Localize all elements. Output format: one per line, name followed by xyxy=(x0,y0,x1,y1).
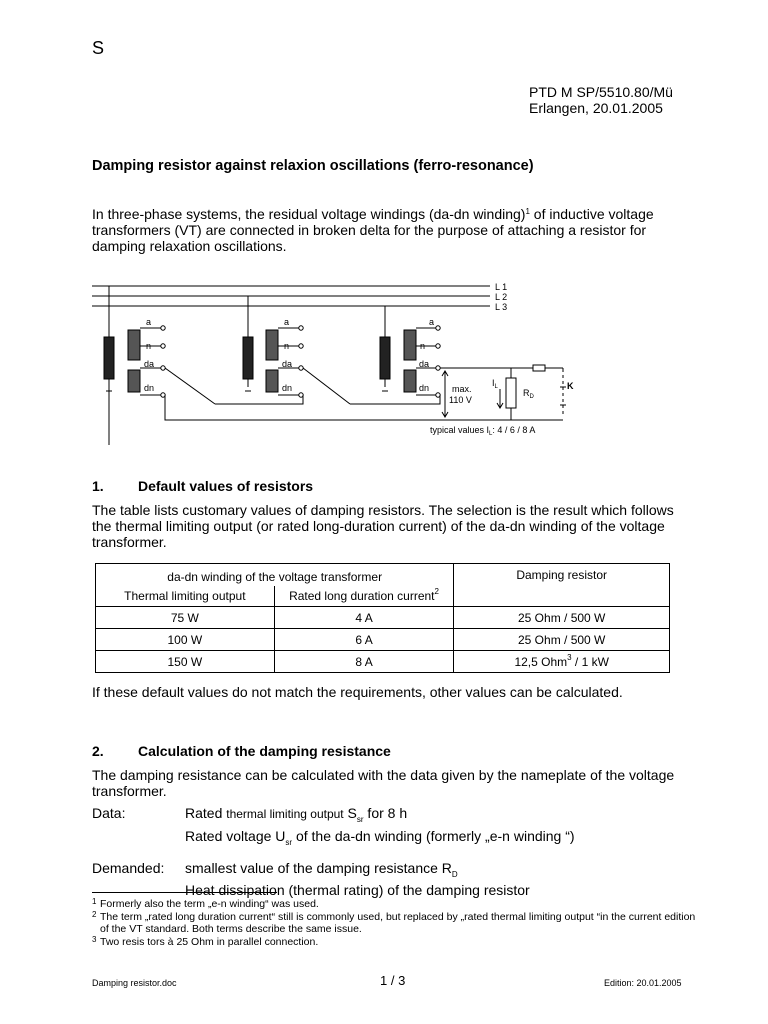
circuit-diagram xyxy=(0,275,768,445)
section2-heading xyxy=(92,743,391,759)
t3-dn: dn xyxy=(419,383,430,393)
t1-a: a xyxy=(146,317,152,327)
place-date: Erlangen, 20.01.2005 xyxy=(529,100,663,116)
company-logo: S xyxy=(92,38,105,58)
resistor-table xyxy=(95,563,670,673)
demanded-item-heat: Heat dissipation (thermal rating) of the damping resistor xyxy=(185,882,530,899)
data-item-output: Rated thermal limiting output $S_{sr}$ for 8 h xyxy=(185,805,408,824)
data-row xyxy=(92,805,696,851)
cell-output: 100 W xyxy=(96,629,275,651)
footnote-separator xyxy=(92,892,277,893)
current-label: $I_L$ xyxy=(492,378,498,390)
t3-a: a xyxy=(429,317,435,327)
document-reference xyxy=(529,84,673,116)
t3-n: n xyxy=(420,341,426,351)
t1-dn: dn xyxy=(144,383,155,393)
cell-resistor: 25 Ohm / 500 W xyxy=(454,607,670,629)
cell-resistor: 25 Ohm / 500 W xyxy=(454,629,670,651)
max-label: max. xyxy=(452,384,472,394)
t3-da: da xyxy=(419,359,430,369)
max-voltage: 110 V xyxy=(449,395,472,405)
intro-text-a: In three-phase systems, the residual voltage windings (da-dn winding) xyxy=(92,206,526,222)
footer-filename: Damping resistor.doc xyxy=(92,978,177,988)
table-row xyxy=(96,629,670,651)
demanded-label: Demanded: xyxy=(92,859,165,876)
table-row xyxy=(96,651,670,673)
t2-a: a xyxy=(284,317,290,327)
data-item-voltage: Rated voltage $U_{sr}$ of the da-dn winding (formerly „e-n winding “) xyxy=(185,827,575,847)
section2-title: Calculation of the damping resistance xyxy=(138,743,391,759)
reference-number: PTD M SP/5510.80/Mü xyxy=(529,84,673,100)
demanded-item-resistance: smallest value of the damping resistance $R_D$ xyxy=(185,859,458,879)
section1-heading xyxy=(92,478,313,494)
t1-da: da xyxy=(144,359,155,369)
intro-text-b: of inductive voltage transformers (VT) are connected in broken delta for the purpose of attaching a resistor for damping relaxation oscillations. xyxy=(92,206,654,254)
section1-number: 1. xyxy=(92,478,104,494)
section1-title: Default values of resistors xyxy=(138,478,314,494)
footnote-ref-1: 1 xyxy=(525,207,530,216)
footnote-item: $^3$ Two resis tors à 25 Ohm in parallel connection. xyxy=(92,935,319,948)
table-group-header-row xyxy=(96,564,670,587)
document-title: Damping resistor against relaxion oscillations (ferro-resonance) xyxy=(92,158,534,174)
label-L1: L 1 xyxy=(495,282,508,292)
group-header: da-dn winding of the voltage transformer xyxy=(96,564,454,587)
label-L2: L 2 xyxy=(495,292,508,302)
t2-n: n xyxy=(284,341,290,351)
section1-paragraph: The table lists customary values of damping resistors. The selection is the result which follows the thermal limiting output (or rated long-duration current) of the da-dn winding of the voltage transformer. xyxy=(92,502,674,550)
footnote-item: $^1$ Formerly also the term „e-n winding“ was used. xyxy=(92,897,319,910)
resistor-label: $R_D$ xyxy=(523,388,534,400)
footer-page-number: 1 / 3 xyxy=(380,973,406,988)
cell-current: 4 A xyxy=(274,607,454,629)
footnotes xyxy=(92,898,696,948)
cell-resistor: 12,5 Ohm$^3$ / 1 kW xyxy=(454,651,670,673)
cell-current: 8 A xyxy=(274,651,454,673)
header-rated-current: Rated long duration current$^2$ xyxy=(274,586,454,607)
cell-output: 75 W xyxy=(96,607,275,629)
k-label: K xyxy=(567,381,574,391)
section2-number: 2. xyxy=(92,743,104,759)
intro-paragraph xyxy=(92,206,692,254)
data-values xyxy=(185,805,575,851)
cell-output: 150 W xyxy=(96,651,275,673)
typical-values: typical values $I_L$: 4 / 6 / 8 A xyxy=(430,425,536,437)
header-thermal-output: Thermal limiting output xyxy=(96,586,275,607)
t1-n: n xyxy=(146,341,152,351)
data-block xyxy=(92,805,696,898)
footnote-item: $^2$ The term „rated long duration current“ still is commonly used, but replaced by „rated thermal limiting output “in the current edition of the VT standard. Both terms describe the same issue. xyxy=(92,910,696,935)
table-row xyxy=(96,607,670,629)
t2-da: da xyxy=(282,359,293,369)
after-table-paragraph: If these default values do not match the requirements, other values can be calculated. xyxy=(92,684,623,700)
section2-paragraph: The damping resistance can be calculated with the data given by the nameplate of the voltage transformer. xyxy=(92,767,675,799)
footer-edition: Edition: 20.01.2005 xyxy=(604,978,682,988)
t2-dn: dn xyxy=(282,383,293,393)
header-damping-resistor: Damping resistor xyxy=(454,564,670,607)
label-L3: L 3 xyxy=(495,302,508,312)
data-label: Data: xyxy=(92,805,126,821)
cell-current: 6 A xyxy=(274,629,454,651)
